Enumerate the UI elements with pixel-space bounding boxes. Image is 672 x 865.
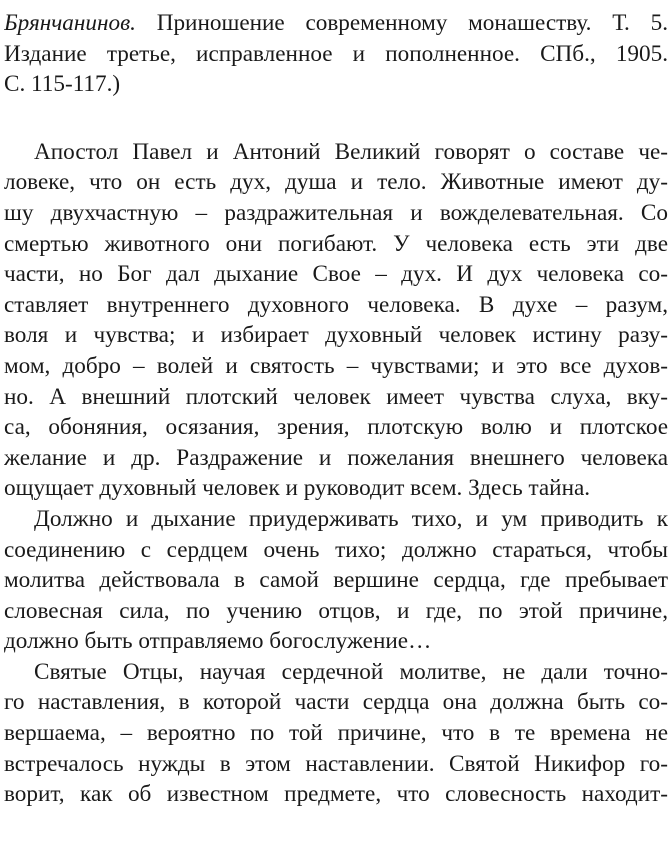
text-line: ловеке, что он есть дух, душа и тело. Животные имеют ду- [4,169,668,196]
footnote-line [4,8,668,39]
text-line: словесная сила, по учению отцов, и где, по этой причине, [4,597,668,624]
text-line: воля и чувства; и избирает духовный человек истину разу- [4,322,668,349]
paragraph-composition-of-man [4,137,668,504]
text-line: Святые Отцы, научая сердечной молитве, не дали точно- [34,658,668,685]
text-line: Апостол Павел и Антоний Великий говорят о составе че- [34,138,668,165]
text-line: но. А внешний плотский человек имеет чувства слуха, вку- [4,383,668,410]
text-line: должно быть отправляемо богослужение… [4,628,432,655]
text-line: вершаема, – вероятно по той причине, что в те времена не [4,720,668,747]
text-line: го наставления, в которой части сердца она должна быть со- [4,689,668,716]
footnote-line: С. 115-117.) [4,71,121,98]
text-line: молитва действовала в самой вершине сердца, где пребывает [4,567,668,594]
text-line: смертью животного они погибают. У человека есть эти две [4,230,668,257]
text-line: ощущает духовный человек и руководит всем. Здесь тайна. [4,475,591,502]
text-line: части, но Бог дал дыхание Свое – дух. И дух человека со- [4,261,668,288]
section-gap [4,100,668,137]
text-line: ставляет внутреннего духовного человека. В духе – разум, [4,291,668,318]
text-line: са, обоняния, осязания, зрения, плотскую волю и плотское [4,414,668,441]
text-line: ворит, как об известном предмете, что словесность находит- [4,781,668,808]
text-line: соединению с сердцем очень тихо; должно стараться, чтобы [4,536,668,563]
footnote-title: Приношение современному монашеству. Т. 5. [135,10,668,36]
footnote-author: Брянчанинов. [4,10,136,36]
footnote-line: Издание третье, исправленное и пополненное. СПб., 1905. [4,40,668,67]
text-line: Должно и дыхание приудерживать тихо, и ум приводить к [34,505,668,532]
text-line: мом, добро – волей и святость – чувствами; и это все духов- [4,352,668,379]
text-line: желание и др. Раздражение и пожелания внешнего человека [4,444,668,471]
text-line: встречалось нужды в этом наставлении. Святой Никифор го- [4,750,668,777]
text-line: шу двухчастную – раздражительная и вожделевательная. Со [4,199,668,226]
paragraph-holy-fathers [4,657,668,810]
paragraph-breathing-prayer [4,504,668,657]
footnote-citation [4,8,668,100]
